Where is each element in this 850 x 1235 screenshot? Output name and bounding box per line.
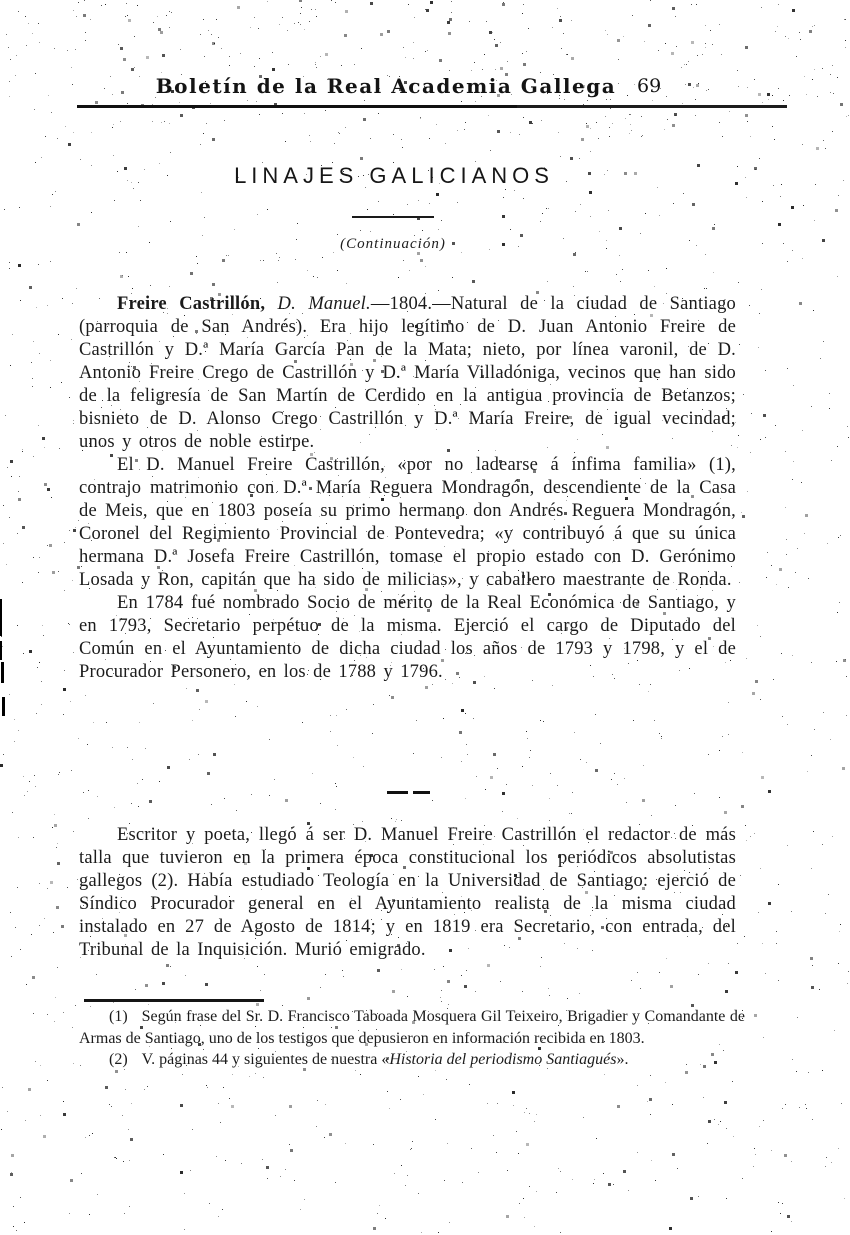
continuation-note: (Continuación) (340, 236, 446, 252)
paragraph-freire-castrillon (79, 293, 736, 454)
header-rule (77, 105, 787, 108)
separator-dash (413, 791, 430, 794)
left-margin-scan-mark (2, 697, 5, 716)
footnote-1-text: Según frase del Sr. D. Francisco Taboada Mosquera Gil Teixeiro, Brigadier y Comandante de Armas de Santiago, uno de los testigos que depusieron en información recibida en 1803. (79, 1008, 745, 1047)
paragraph-cargos: En 1784 fué nombrado Socio de mérito de la Real Económica de Santiago, y en 1793, Secretario perpétuo de la misma. Ejerció el cargo de Diputado del Común en el Ayuntamiento de dicha ciudad los años de 1793 y 1798, y el de Procurador Personero, en los de 1788 y 1796. (79, 593, 736, 682)
footnote-1 (79, 1006, 745, 1049)
scan-noise-layer (0, 0, 1, 1)
footnote-1-marker: (1) (109, 1008, 128, 1025)
footnote-2-prefix: V. páginas 44 y siguientes de nuestra « (141, 1051, 390, 1068)
entry-name-bold: Freire Castrillón, (117, 294, 278, 314)
footnote-2-suffix: ». (616, 1051, 629, 1068)
title-rule (352, 216, 434, 218)
footnote-2-marker: (2) (109, 1051, 128, 1068)
entry-name-italic: D. Manuel. (277, 294, 371, 314)
paragraph-escritor: Escritor y poeta, llegó á ser D. Manuel Freire Castrillón el redactor de más talla que tuvieron en la primera época constitucional los periódicos absolutistas gallegos (2). Había estudiado Teología en la Universidad de Santiago: ejerció de Síndico Procurador general en el Ayuntamiento realista de la misma ciudad instalado en 27 de Agosto de 1814; y en 1819 era Secretario, con entrada, del Tribunal de la Inquisición. Murió emigrado. (79, 825, 736, 960)
footnote-2 (79, 1049, 745, 1071)
footnotes (79, 1006, 745, 1071)
article-title: LINAJES GALICIANOS (234, 163, 554, 188)
left-margin-scan-mark (0, 599, 2, 636)
running-header-title: Boletín de la Real Academia Gallega (155, 74, 617, 98)
section-separator (387, 791, 430, 794)
footnote-rule (84, 999, 264, 1002)
left-margin-scan-mark (1, 662, 4, 683)
left-margin-scan-mark (0, 641, 2, 660)
article-body-second-section (79, 824, 736, 962)
footnote-2-book-title: Historia del periodismo Santiagués (389, 1051, 617, 1068)
page-number: 69 (637, 75, 662, 97)
paragraph-matrimonio: El D. Manuel Freire Castrillón, «por no ladearse á ínfima familia» (1), contrajo matrimonio con D.ª María Reguera Mondragón, descendiente de la Casa de Meis, que en 1803 poseía su primo hermano don Andrés Reguera Mondragón, Coronel del Regimiento Provincial de Pontevedra; «y contribuyó á que su única hermana D.ª Josefa Freire Castrillón, tomase el propio estado con D. Gerónimo Losada y Ron, capitán que ha sido de milicias», y caballero maestrante de Ronda. (79, 455, 736, 590)
separator-dash (387, 791, 408, 794)
paragraph-1-text: —1804.—Natural de la ciudad de Santiago (parroquia de San Andrés). Era hijo legítimo de D. Juan Antonio Freire de Castrillón y D.ª María García Pan de la Mata; nieto, por línea varonil, de D. Antonio Freire Crego de Castrillón y D.ª María Villadóniga, vecinos que han sido de la feligresía de San Martín de Cerdido en la antigua provincia de Betanzos; bisnieto de D. Alonso Crego Castrillón y D.ª María Freire, de igual vecindad; unos y otros de noble estirpe. (79, 294, 736, 452)
article-body-first-section (79, 293, 736, 684)
